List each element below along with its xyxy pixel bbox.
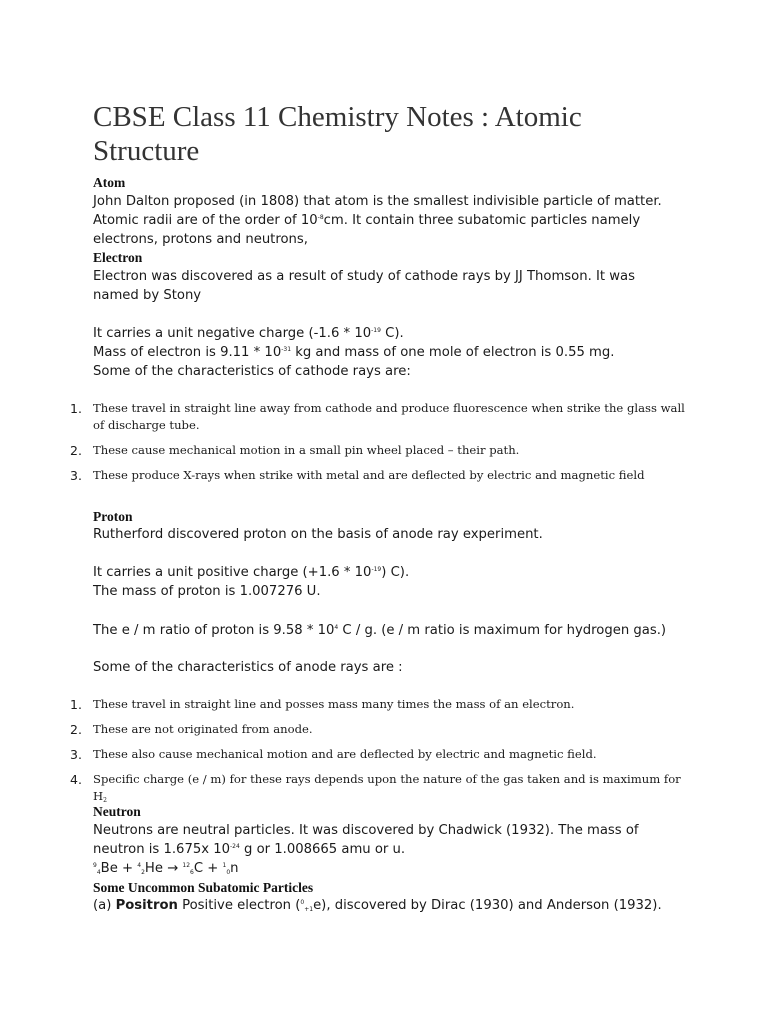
proton-heading: Proton [93,509,133,524]
proton-ratio: The e / m ratio of proton is $9.58 * 10^4$ C / g. (e / m ratio is maximum for hydrogen gas.) [93,623,667,638]
electron-mass: Mass of electron is $9.11 * 10^{-31}$ kg and mass of one mole of electron is 0.55 mg. [93,345,615,360]
electron-charge: It carries a unit negative charge ($-1.6 * 10^{-19}$ C). [93,326,404,341]
cathode-rays-intro: Some of the characteristics of cathode rays are: [93,364,411,379]
electron-intro: Electron was discovered as a result of study of cathode rays by JJ Thomson. It was named by Stony [93,269,635,303]
list-item: 2. These are not originated from anode. [70,722,313,737]
proton-mass: The mass of proton is 1.007276 U. [93,584,321,599]
uncommon-particles-heading: Some Uncommon Subatomic Particles [93,880,314,895]
anode-rays-list [68,696,688,805]
list-item: 3. These also cause mechanical motion and are deflected by electric and magnetic field. [70,747,597,762]
list-item: 1. These travel in straight line away from cathode and produce fluorescence when strike the glass wall of discharge tube. [70,401,685,432]
cathode-rays-list [68,400,688,484]
electron-heading: Electron [93,250,143,265]
list-item: 1. These travel in straight line and posses mass many times the mass of an electron. [70,697,575,712]
neutron-heading: Neutron [93,804,141,819]
list-item: 2. These cause mechanical motion in a small pin wheel placed – their path. [70,443,520,458]
proton-intro: Rutherford discovered proton on the basis of anode ray experiment. [93,527,543,542]
page-title: CBSE Class 11 Chemistry Notes : Atomic Structure [93,101,582,167]
proton-charge: It carries a unit positive charge $(+1.6 * 10^{-19})$ C). [93,565,410,580]
positron-paragraph: (a) Positron Positive electron ($^0_{+1}$e), discovered by Dirac (1930) and Anderson (1932). [93,898,662,913]
neutron-paragraph: Neutrons are neutral particles. It was discovered by Chadwick (1932). The mass of neutron is 1.675x $10^{-24}$ g or 1.008665 amu or u. [93,823,639,857]
anode-rays-intro: Some of the characteristics of anode rays are : [93,660,403,675]
atom-paragraph: John Dalton proposed (in 1808) that atom is the smallest indivisible particle of matter. Atomic radii are of the order of $10^{-8}cm$. It contain three subatomic particles namely electrons, protons and neutrons, [93,194,662,247]
list-item: 4. Specific charge (e / m) for these rays depends upon the nature of the gas taken and is maximum for $H_2$ [70,772,681,804]
list-item: 3. These produce X-rays when strike with metal and are deflected by electric and magnetic field [70,468,645,483]
nuclear-equation: $^9_4$Be + $^4_2$He → $^{12}_6$C + $^1_0$n [93,861,239,876]
atom-heading: Atom [93,175,126,190]
